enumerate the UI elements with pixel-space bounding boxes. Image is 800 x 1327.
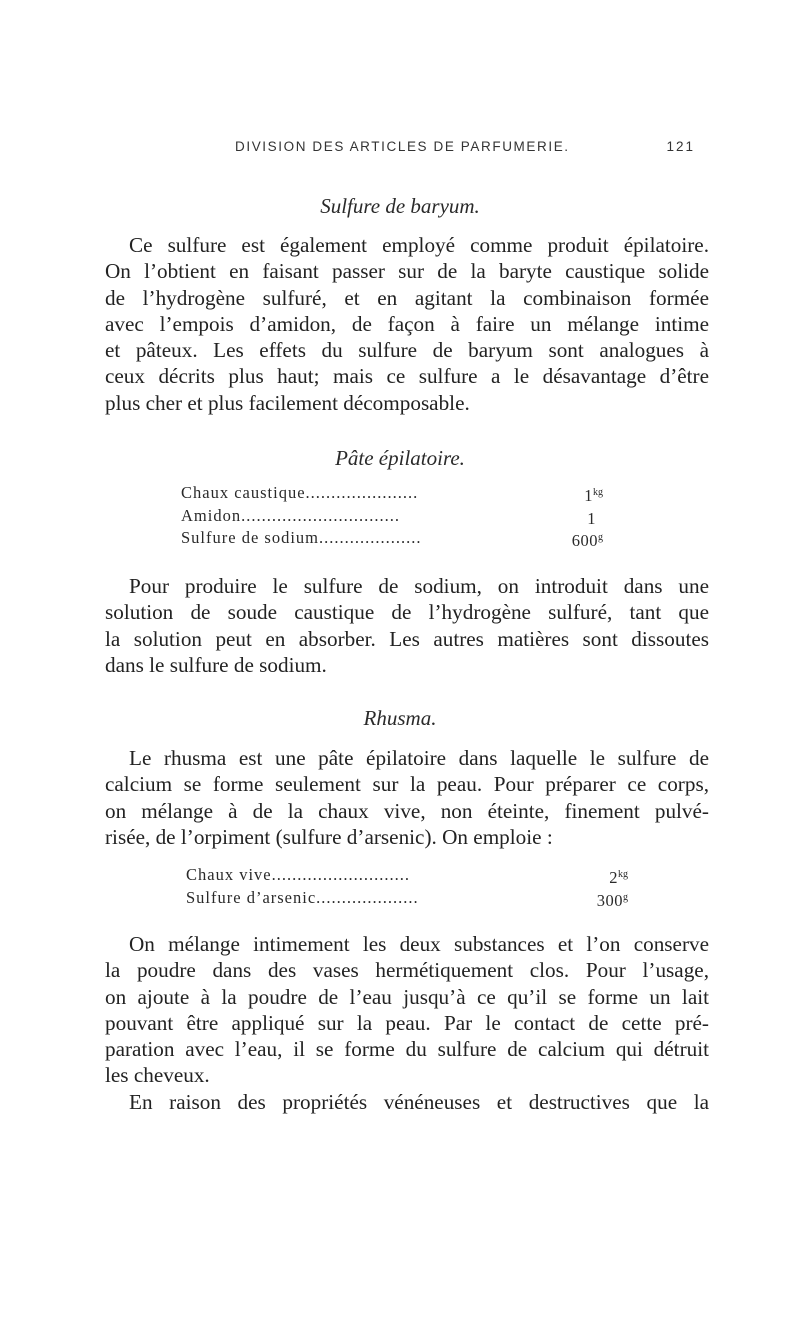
- paragraph-rhusma-intro: [105, 745, 709, 850]
- paragraph-line: la solution peut en absorber. Les autres matières sont dissoutes: [105, 626, 709, 651]
- recipe-ingredient: Sulfure de sodium....................: [181, 528, 422, 547]
- recipe-ingredient: Amidon...............................: [181, 505, 400, 525]
- paragraph-line: calcium se forme seulement sur la peau. Pour préparer ce corps,: [105, 772, 709, 797]
- running-head-title: DIVISION DES ARTICLES DE PARFUMERIE.: [235, 139, 570, 154]
- recipe-row: [181, 527, 603, 550]
- recipe-row: [186, 864, 628, 887]
- paragraph-line: on mélange à de la chaux vive, non éteinte, finement pulvé-: [105, 798, 709, 823]
- paragraph-line: On l’obtient en faisant passer sur de la baryte caustique solide: [105, 259, 709, 284]
- paragraph-line: et pâteux. Les effets du sulfure de baryum sont analogues à: [105, 338, 709, 363]
- section-heading-rhusma: Rhusma.: [363, 706, 437, 730]
- paragraph-line: En raison des propriétés vénéneuses et destructives que la: [129, 1090, 709, 1114]
- paragraph-line: paration avec l’eau, il se forme du sulfure de calcium qui détruit: [105, 1037, 709, 1062]
- recipe-quantity: $2^{kg}$: [609, 868, 628, 887]
- paragraph-line: Ce sulfure est également employé comme produit épilatoire.: [129, 233, 709, 257]
- recipe-ingredient: Chaux caustique......................: [181, 483, 419, 502]
- recipe-quantity: $1^{kg}$: [584, 486, 603, 505]
- recipe-quantity: 1: [587, 508, 596, 528]
- paragraph-line: ceux décrits plus haut; mais ce sulfure a le désavantage d’être: [105, 364, 709, 389]
- recipe-row: [181, 482, 603, 505]
- paragraph-rhusma-final: [105, 1089, 709, 1115]
- paragraph-line: on ajoute à la poudre de l’eau jusqu’à ce qu’il se forme un lait: [105, 984, 709, 1009]
- paragraph-sulfure-de-baryum: [105, 232, 709, 416]
- paragraph-line: les cheveux.: [105, 1063, 210, 1088]
- paragraph-line: solution de soude caustique de l’hydrogène sulfuré, tant que: [105, 600, 709, 625]
- recipe-rhusma: [186, 864, 628, 909]
- paragraph-line: risée, de l’orpiment (sulfure d’arsenic). On emploie :: [105, 824, 553, 849]
- recipe-quantity: 300$^g$: [596, 890, 628, 910]
- paragraph-line: Le rhusma est une pâte épilatoire dans laquelle le sulfure de: [129, 746, 709, 770]
- paragraph-line: avec l’empois d’amidon, de façon à faire un mélange intime: [105, 311, 709, 336]
- recipe-ingredient: Sulfure d’arsenic....................: [186, 887, 419, 907]
- section-heading-sulfure-de-baryum: Sulfure de baryum.: [320, 194, 480, 218]
- paragraph-line: de l’hydrogène sulfuré, et en agitant la combinaison formée: [105, 285, 709, 310]
- section-heading-pate-epilatoire: Pâte épilatoire.: [335, 446, 465, 470]
- recipe-pate-epilatoire: [181, 482, 603, 550]
- paragraph-line: la poudre dans des vases hermétiquement clos. Pour l’usage,: [105, 958, 709, 983]
- paragraph-sulfure-de-sodium: [105, 573, 709, 678]
- recipe-ingredient: Chaux vive...........................: [186, 865, 410, 884]
- paragraph-line: Pour produire le sulfure de sodium, on introduit dans une: [129, 574, 709, 598]
- recipe-row: [181, 505, 603, 528]
- paragraph-line: plus cher et plus facilement décomposable.: [105, 390, 470, 415]
- paragraph-line: On mélange intimement les deux substances et l’on conserve: [129, 932, 709, 956]
- paragraph-line: dans le sulfure de sodium.: [105, 652, 327, 677]
- paragraph-line: pouvant être appliqué sur la peau. Par le contact de cette pré-: [105, 1010, 709, 1035]
- running-head: [235, 139, 695, 161]
- page-number: 121: [666, 139, 695, 154]
- paragraph-rhusma-usage: [105, 931, 709, 1089]
- recipe-row: [186, 887, 628, 910]
- recipe-quantity: 600$^g$: [571, 531, 603, 550]
